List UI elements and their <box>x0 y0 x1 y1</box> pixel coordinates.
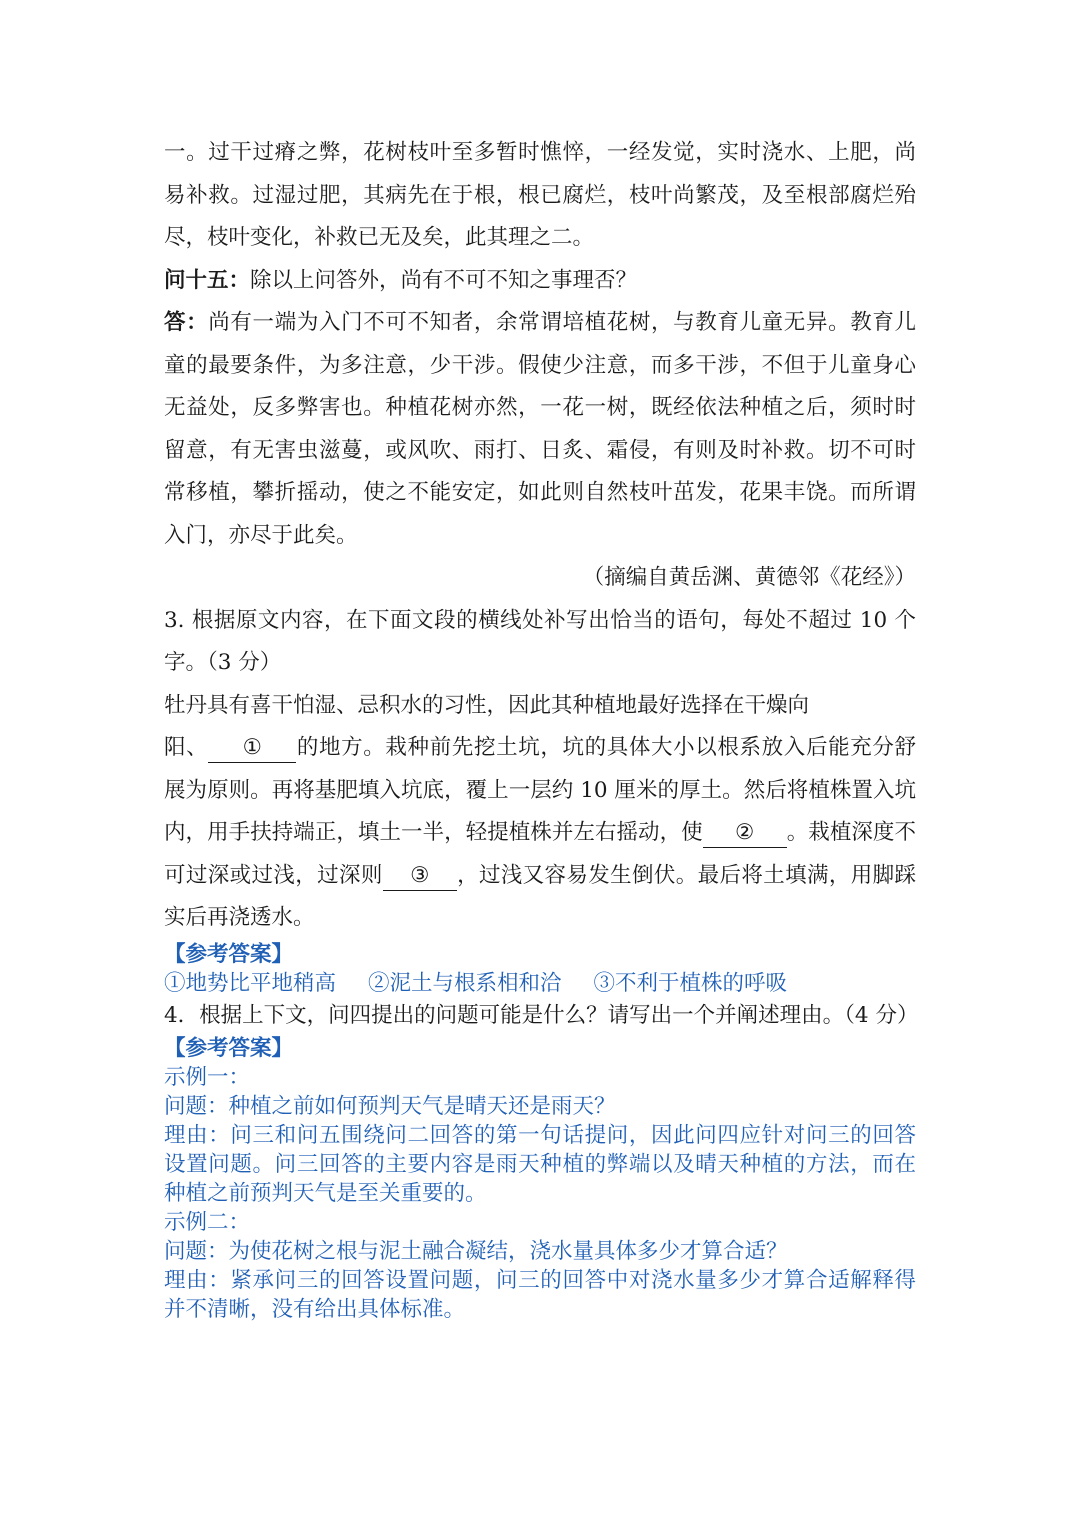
blank-2: ② <box>703 819 787 848</box>
example-2-label: 示例二： <box>164 1209 251 1235</box>
example-1-reason: 理由：问三和问五围绕问二回答的第一句话提问，因此问四应针对问三的回答设置问题。问三回答的主要内容是雨天种植的弊端以及晴天种植的方法，而在种植之前预判天气是至关重要的。 <box>164 1122 916 1206</box>
q3-text-d: 。栽植深度不可过深或过浅，过深则 <box>164 820 916 888</box>
example-2-question: 问题：为使花树之根与泥土融合凝结，浇水量具体多少才算合适？ <box>164 1238 788 1264</box>
question-4-prompt: 4．根据上下文，问四提出的问题可能是什么？请写出一个并阐述理由。（4 分） <box>164 1002 919 1028</box>
q3-answer-2: ②泥土与根系相和洽 <box>368 970 562 996</box>
content <box>164 132 919 1324</box>
blank-1: ① <box>208 734 296 763</box>
q4-answer-heading: 【参考答案】 <box>164 1035 294 1061</box>
question-3-prompt: 3. 根据原文内容，在下面文段的横线处补写出恰当的语句，每处不超过 10 个字。（3 分） <box>164 607 916 675</box>
answer-15 <box>164 302 916 557</box>
example-1-question: 问题：种植之前如何预判天气是晴天还是雨天？ <box>164 1093 616 1119</box>
q3-answer-heading: 【参考答案】 <box>164 941 294 967</box>
question-15 <box>164 260 916 303</box>
question-15-label: 问十五： <box>164 267 251 293</box>
blank-3: ③ <box>383 862 457 891</box>
example-2-reason: 理由：紧承问三的回答设置问题，问三的回答中对浇水量多少才算合适解释得并不清晰，没有给出具体标准。 <box>164 1267 916 1322</box>
q3-answer-1: ①地势比平地稍高 <box>164 970 337 996</box>
question-15-text: 除以上问答外，尚有不可不知之事理否？ <box>250 267 638 293</box>
q3-text-e: ，过浅又容易发生倒伏。最后将土填满，用脚踩实后再浇透水。 <box>164 862 916 930</box>
passage-paragraph: 一。过干过瘠之弊，花树枝叶至多暂时憔悴，一经发觉，实时浇水、上肥，尚易补救。过湿过肥，其病先在于根，根已腐烂，枝叶尚繁茂，及至根部腐烂殆尽，枝叶变化，补救已无及矣，此其理之二。 <box>164 140 916 250</box>
source-citation: （摘编自黄岳渊、黄德邻《花经》） <box>582 565 916 590</box>
example-1-label: 示例一： <box>164 1064 251 1090</box>
question-3-text <box>164 685 916 940</box>
q3-text-c: 的地方。栽种前先挖土坑，坑的具体大小以根系放入后能充分舒展为原则。再将基肥填入坑底，覆上一层约 10 厘米的厚土。然后将植株置入坑内，用手扶持端正，填土一半，轻提植株并左右摇动，使 <box>164 735 916 845</box>
q3-text-b: 阳、 <box>164 735 209 760</box>
q3-answer-3: ③不利于植株的呼吸 <box>593 970 788 996</box>
answer-15-label: 答： <box>164 310 209 335</box>
q3-answers <box>164 969 916 998</box>
q3-text-a: 牡丹具有喜干怕湿、忌积水的习性，因此其种植地最好选择在干燥向 <box>164 692 810 718</box>
answer-15-text: 尚有一端为入门不可不知者，余常谓培植花树，与教育儿童无异。教育儿童的最要条件，为多注意，少干涉。假使少注意，而多干涉，不但于儿童身心无益处，反多弊害也。种植花树亦然，一花一树，既经依法种植之后，须时时留意，有无害虫滋蔓，或风吹、雨打、日炙、霜侵，有则及时补救。切不可时常移植，攀折摇动，使之不能安定，如此则自然枝叶茁发，花果丰饶。而所谓入门，亦尽于此矣。 <box>164 310 916 548</box>
